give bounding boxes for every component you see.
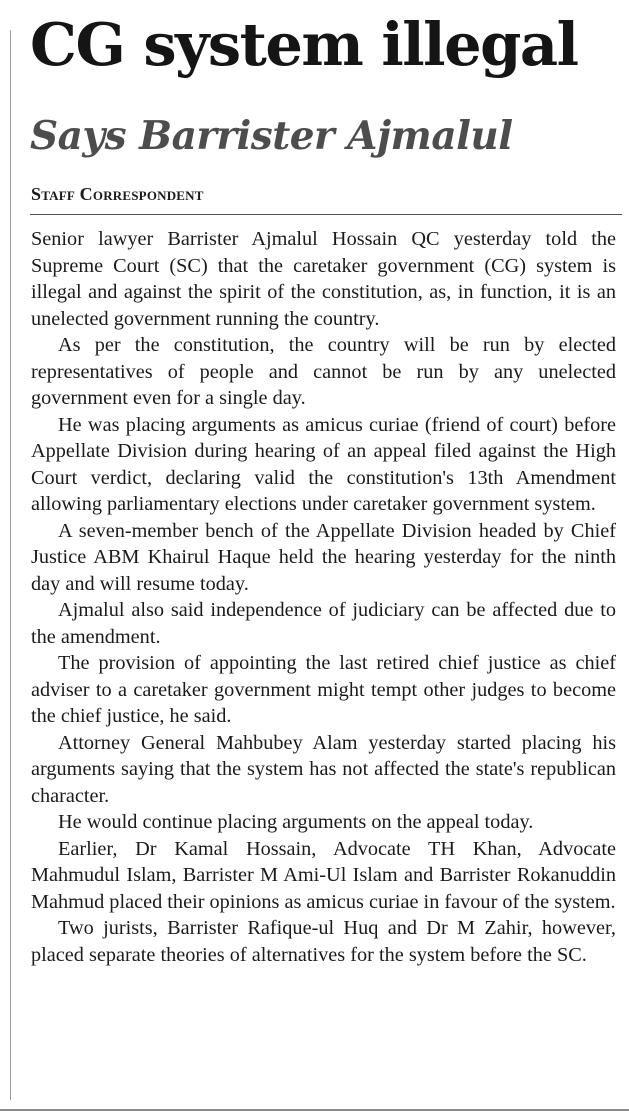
article-paragraph: A seven-member bench of the Appellate Division headed by Chief Justice ABM Khairul Haque held the hearing yesterday for the ninth day and will resume today.: [31, 519, 616, 595]
article-paragraph: As per the constitution, the country will be run by elected representatives of people and cannot be run by any unelected government even for a single day.: [31, 334, 616, 409]
article-body: [31, 226, 616, 968]
article-paragraph: The provision of appointing the last retired chief justice as chief adviser to a caretaker government might tempt other judges to become the chief justice, he said.: [31, 652, 616, 727]
byline: Staff Correspondent: [31, 184, 204, 204]
subheadline: Says Barrister Ajmalul: [30, 113, 513, 159]
bottom-border-rule: [0, 1109, 629, 1111]
article-paragraph: Senior lawyer Barrister Ajmalul Hossain QC yesterday told the Supreme Court (SC) that the caretaker government (CG) system is illegal and against the spirit of the constitution, as, in function, it is an unelected government running the country.: [31, 228, 616, 330]
article-paragraph: Attorney General Mahbubey Alam yesterday started placing his arguments saying that the system has not affected the state's republican character.: [31, 731, 616, 807]
byline-divider: [30, 214, 622, 215]
article-paragraph: He would continue placing arguments on the appeal today.: [58, 811, 534, 833]
article-paragraph: Earlier, Dr Kamal Hossain, Advocate TH Khan, Advocate Mahmudul Islam, Barrister M Ami-Ul Islam and Barrister Rokanuddin Mahmud placed their opinions as amicus curiae in favour of the system.: [31, 837, 616, 913]
article-paragraph: Ajmalul also said independence of judiciary can be affected due to the amendment.: [31, 599, 616, 648]
headline: CG system illegal: [30, 10, 578, 79]
column-divider-rule: [10, 30, 11, 1100]
article-paragraph: He was placing arguments as amicus curiae (friend of court) before Appellate Division during hearing of an appeal filed against the High Court verdict, declaring valid the constitution's 13th Amendment allowing parliamentary elections under caretaker government system.: [31, 413, 616, 515]
article-paragraph: Two jurists, Barrister Rafique-ul Huq and Dr M Zahir, however, placed separate theories of alternatives for the system before the SC.: [31, 917, 616, 966]
